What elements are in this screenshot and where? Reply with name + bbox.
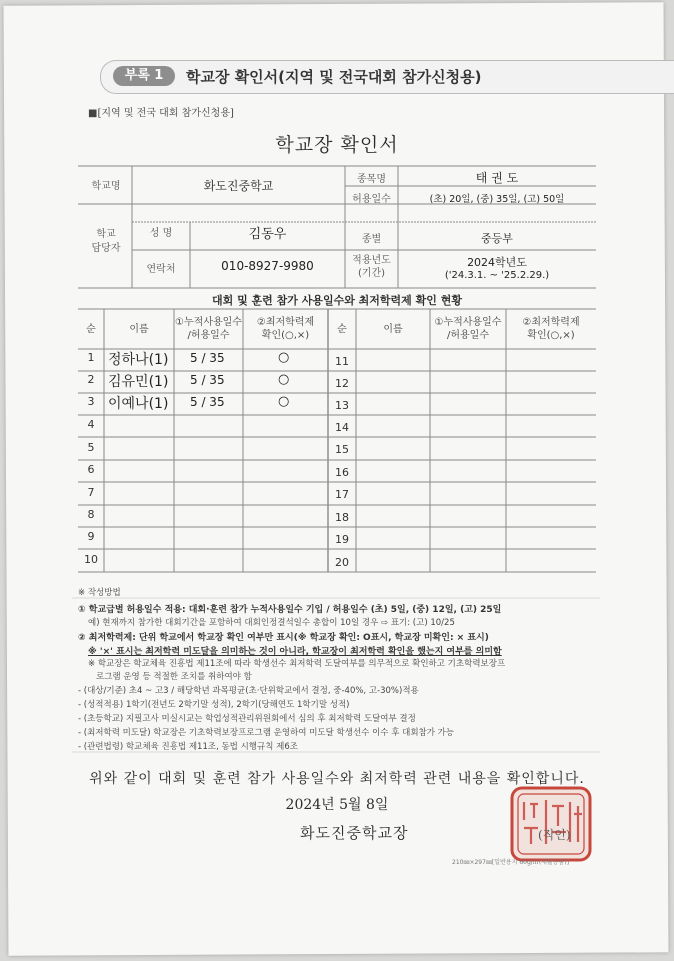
note-line: ① 학교급별 허용일수 적용: 대회·훈련 참가 누적사용일수 기입 / 허용일수 (초) 5일, (중) 12일, (고) 25일 (78, 605, 502, 615)
appendix-title: 학교장 확인서(지역 및 전국대회 참가신청용) (186, 68, 482, 86)
note-line: - (관련법령) 학교체육 진흥법 제11조, 동법 시행규칙 제6조 (78, 742, 298, 752)
note-line: ※ 학교장은 학교체육 진흥법 제11조에 따라 학생선수 최저학력 도달여부를 의무적으로 확인하고 기초학력보장프 (88, 659, 506, 669)
days-used: 5 / 35 (190, 351, 225, 365)
event-label: 종목명 (357, 174, 386, 185)
school-name-label: 학교명 (91, 181, 121, 192)
school-seal-icon (508, 784, 594, 864)
row-no: 4 (87, 418, 95, 431)
row-no: 5 (87, 441, 95, 454)
row-no: 11 (335, 355, 349, 368)
period-range: ('24.3.1. ~ '25.2.29.) (444, 270, 550, 281)
academic-check: ○ (278, 372, 290, 387)
row-no: 20 (335, 556, 349, 569)
header-name-left: 이름 (129, 324, 149, 335)
row-no: 19 (335, 533, 349, 546)
phone-value: 010-8927-9980 (221, 259, 314, 273)
note-line: - (최저학력 미도달) 학교장은 기초학력보장프로그램 운영하여 미도달 학생선수 이수 후 대회참가 가능 (78, 728, 455, 738)
athlete-name: 이예나(1) (108, 396, 169, 412)
row-no: 15 (335, 443, 349, 456)
header-academic-right: ②최저학력제 확인(○,×) (522, 317, 580, 341)
athlete-name: 김유민(1) (108, 374, 169, 390)
document-title: 학교장 확인서 (275, 134, 399, 156)
row-no: 17 (335, 488, 349, 501)
issue-date: 2024년 5월 8일 (285, 797, 389, 813)
row-no: 9 (87, 530, 95, 543)
category-value: 중등부 (481, 232, 513, 245)
row-no: 7 (87, 486, 95, 499)
notes-heading: ※ 작성방법 (78, 588, 121, 598)
header-days-right: ①누적사용일수 /허용일수 (434, 317, 502, 341)
teacher-name: 김동우 (248, 227, 287, 242)
header-days-left: ①누적사용일수 /허용일수 (175, 317, 242, 341)
event-value: 태 권 도 (475, 171, 519, 185)
allowed-days-label: 허용일수 (352, 194, 391, 205)
row-no: 12 (335, 377, 349, 390)
name-label: 성 명 (149, 228, 173, 239)
note-line: - (대상/기준) 초4 ~ 고3 / 해당학년 과목평균(초·단위학교에서 결정, 중-40%, 고-30%)적용 (78, 686, 419, 696)
row-no: 8 (87, 508, 95, 521)
row-no: 1 (87, 351, 95, 364)
form-subtag: ■[지역 및 전국 대회 참가신청용] (88, 108, 234, 119)
note-line: 로그램 운영 등 적절한 조치를 취하여야 함 (96, 672, 252, 682)
academic-check: ○ (278, 394, 290, 409)
note-line: 예) 현재까지 참가한 대회기간을 포함하여 대회인정결석일수 총합이 10일 경우 ⇨ 표기: (고) 10/25 (88, 618, 455, 628)
row-no: 14 (335, 421, 349, 434)
header-no-right: 순 (337, 324, 347, 335)
header-academic-left: ②최저학력제 확인(○,×) (256, 317, 315, 341)
days-used: 5 / 35 (190, 373, 225, 387)
row-no: 13 (335, 399, 349, 412)
row-no: 16 (335, 466, 349, 479)
row-no: 6 (87, 463, 95, 476)
appendix-label: 부록 1 (113, 66, 175, 86)
principal-signature: 화도진중학교장 (300, 824, 409, 842)
days-used: 5 / 35 (190, 395, 225, 409)
school-name-value: 화도진중학교 (203, 179, 274, 193)
note-line: - (성적적용) 1학기(전년도 2학기말 성적), 2학기(당해연도 1학기말 성적) (78, 700, 350, 710)
allowed-days-value: (초) 20일, (중) 35일, (고) 50일 (429, 194, 565, 205)
category-label: 종별 (361, 234, 382, 245)
header-name-right: 이름 (383, 324, 403, 335)
teacher-label: 학교 담당자 (91, 229, 121, 254)
header-no-left: 순 (86, 324, 96, 335)
note-line: - (초등학교) 지필고사 미실시교는 학업성적관리위원회에서 심의 후 최저학력 도달여부 결정 (78, 714, 416, 724)
row-no: 3 (87, 395, 95, 408)
section-title: 대회 및 훈련 참가 사용일수와 최저학력제 확인 현황 (212, 294, 462, 307)
seal-placeholder: (직인) (538, 828, 571, 842)
confirmation-text: 위와 같이 대회 및 훈련 참가 사용일수와 최저학력 관련 내용을 확인합니다. (89, 771, 585, 787)
period-label: 적용년도 (기간) (352, 255, 391, 279)
row-no: 2 (87, 373, 95, 386)
period-year: 2024학년도 (467, 256, 527, 269)
contact-label: 연락처 (146, 264, 176, 275)
academic-check: ○ (278, 350, 290, 365)
row-no: 10 (84, 553, 98, 566)
row-no: 18 (335, 511, 349, 524)
note-line: ② 최저학력제: 단위 학교에서 학교장 확인 여부만 표시(※ 학교장 확인: O표시, 학교장 미확인: × 표시) (78, 633, 489, 643)
note-line: ※ '×' 표시는 최저학력 미도달을 의미하는 것이 아니라, 학교장이 최저학력 확인을 했는지 여부를 의미함 (88, 647, 502, 657)
athlete-name: 정하나(1) (108, 352, 169, 368)
footer-paper-size: 210㎜×297㎜[일반용지 60g/㎡(재활용품)] (452, 859, 570, 866)
